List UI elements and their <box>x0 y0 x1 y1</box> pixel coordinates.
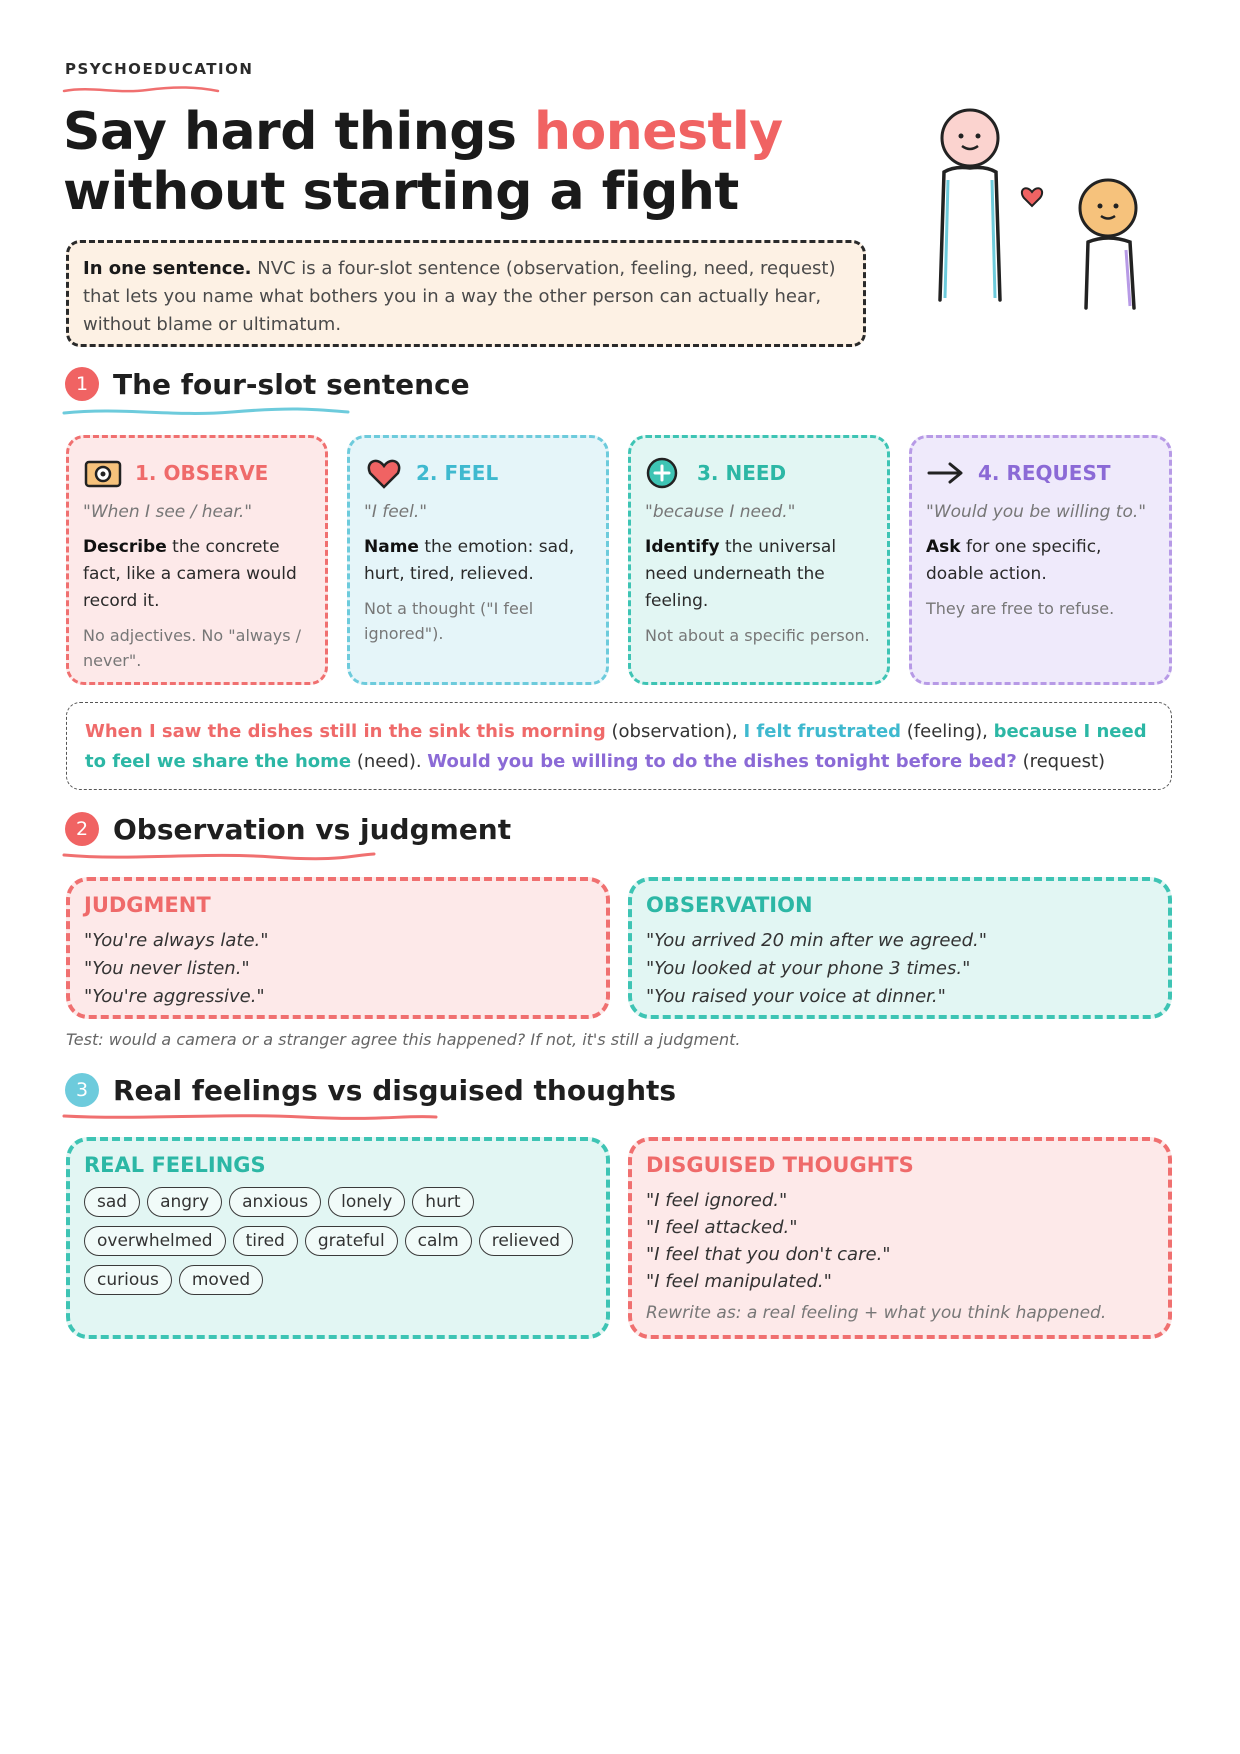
feeling-chip: angry <box>147 1187 222 1217</box>
judgment-item: "You're aggressive." <box>84 986 265 1007</box>
card-desc-text: the concrete fact, like a camera would record it. <box>83 537 297 611</box>
real-feelings-box <box>66 1137 610 1339</box>
page-title <box>63 102 783 222</box>
eyebrow-label: PSYCHOEDUCATION <box>65 60 254 78</box>
card-observe <box>66 435 328 685</box>
example-need: because I need to feel we share the home <box>85 721 1147 772</box>
card-desc-bold: Identify <box>645 537 720 557</box>
section-title: Real feelings vs disguised thoughts <box>113 1073 677 1107</box>
observation-item: "You arrived 20 min after we agreed." <box>646 930 988 951</box>
feeling-chip: hurt <box>412 1187 473 1217</box>
rewrite-note: Rewrite as: a real feeling + what you think happened. <box>646 1303 1107 1323</box>
example-tag: (need). <box>351 751 428 772</box>
card-note: Not about a specific person. <box>645 626 870 645</box>
card-desc-bold: Ask <box>926 537 961 557</box>
section-number: 2 <box>65 812 99 846</box>
observation-heading: OBSERVATION <box>646 893 813 917</box>
judgment-box <box>66 877 610 1019</box>
feeling-chip: lonely <box>328 1187 405 1217</box>
card-desc <box>364 534 592 588</box>
title-accent: honestly <box>534 102 783 162</box>
card-desc-text: for one specific, doable action. <box>926 537 1102 584</box>
title-line2: without starting a fight <box>63 162 739 222</box>
card-label: 2. FEEL <box>416 461 499 485</box>
summary-text: NVC is a four-slot sentence (observation, feeling, need, request) that lets you name what bothers you in a way the other person can actually hear, without blame or ultimatum. <box>83 258 836 335</box>
heart-icon <box>364 456 404 490</box>
example-tag: (feeling), <box>901 721 994 742</box>
section-3-underline <box>62 1110 442 1124</box>
card-note: No adjectives. No "always / never". <box>83 626 302 670</box>
eyebrow-underline <box>62 84 222 96</box>
example-observation: When I saw the dishes still in the sink this morning <box>85 721 606 742</box>
card-desc-bold: Describe <box>83 537 167 557</box>
feeling-chip: relieved <box>479 1226 573 1256</box>
feeling-chip: tired <box>233 1226 298 1256</box>
person-tall-icon <box>940 110 1000 300</box>
disguised-item: "I feel attacked." <box>646 1217 798 1238</box>
observation-item: "You raised your voice at dinner." <box>646 986 946 1007</box>
card-prompt: "When I see / hear." <box>83 502 253 522</box>
camera-test-note: Test: would a camera or a stranger agree this happened? If not, it's still a judgment. <box>66 1030 741 1049</box>
card-prompt: "Would you be willing to." <box>926 502 1147 522</box>
judgment-heading: JUDGMENT <box>84 893 211 917</box>
section-1-underline <box>62 405 352 419</box>
example-tag: (observation), <box>605 721 744 742</box>
feeling-chip: anxious <box>229 1187 321 1217</box>
summary-box <box>66 240 866 347</box>
example-request: Would you be willing to do the dishes tonight before bed? <box>427 751 1017 772</box>
feeling-chip: grateful <box>305 1226 398 1256</box>
card-need <box>628 435 890 685</box>
card-note: Not a thought ("I feel ignored"). <box>364 599 534 643</box>
card-label: 4. REQUEST <box>978 461 1111 485</box>
disguised-thoughts-box <box>628 1137 1172 1339</box>
feeling-chip: moved <box>179 1265 263 1295</box>
disguised-item: "I feel that you don't care." <box>646 1244 891 1265</box>
section-title: The four-slot sentence <box>113 367 470 401</box>
judgment-item: "You're always late." <box>84 930 269 951</box>
two-people-illustration <box>920 100 1160 320</box>
observation-box <box>628 877 1172 1019</box>
card-prompt: "I feel." <box>364 502 428 522</box>
camera-icon <box>83 456 123 490</box>
summary-lead: In one sentence. <box>83 258 252 279</box>
example-sentence <box>66 702 1172 790</box>
card-desc-text: the emotion: sad, hurt, tired, relieved. <box>364 537 575 584</box>
feeling-chip: overwhelmed <box>84 1226 226 1256</box>
card-label: 1. OBSERVE <box>135 461 269 485</box>
heart-icon <box>1022 188 1042 206</box>
judgment-item: "You never listen." <box>84 958 250 979</box>
disguised-heading: DISGUISED THOUGHTS <box>646 1153 914 1177</box>
feeling-chips <box>84 1187 604 1295</box>
section-number: 3 <box>65 1073 99 1107</box>
card-feel <box>347 435 609 685</box>
feeling-chip: curious <box>84 1265 172 1295</box>
plus-circle-icon <box>645 456 685 490</box>
title-part1: Say hard things <box>63 102 535 162</box>
observation-item: "You looked at your phone 3 times." <box>646 958 971 979</box>
card-desc-bold: Name <box>364 537 419 557</box>
card-label: 3. NEED <box>697 461 787 485</box>
section-2-underline <box>62 849 382 863</box>
card-request <box>909 435 1172 685</box>
card-desc <box>926 534 1155 588</box>
disguised-item: "I feel manipulated." <box>646 1271 832 1292</box>
section-number: 1 <box>65 367 99 401</box>
disguised-item: "I feel ignored." <box>646 1190 788 1211</box>
card-note: They are free to refuse. <box>926 599 1115 618</box>
card-desc-text: the universal need underneath the feeling. <box>645 537 837 611</box>
person-short-icon <box>1080 180 1136 308</box>
section-1-header <box>65 367 470 401</box>
card-desc <box>83 534 311 615</box>
card-prompt: "because I need." <box>645 502 796 522</box>
arrow-right-icon <box>926 456 966 490</box>
real-feelings-heading: REAL FEELINGS <box>84 1153 266 1177</box>
section-3-header <box>65 1073 676 1107</box>
example-feeling: I felt frustrated <box>743 721 902 742</box>
feeling-chip: sad <box>84 1187 140 1217</box>
section-2-header <box>65 812 511 846</box>
section-title: Observation vs judgment <box>113 812 512 846</box>
example-tag: (request) <box>1016 751 1106 772</box>
card-desc <box>645 534 873 615</box>
feeling-chip: calm <box>405 1226 472 1256</box>
